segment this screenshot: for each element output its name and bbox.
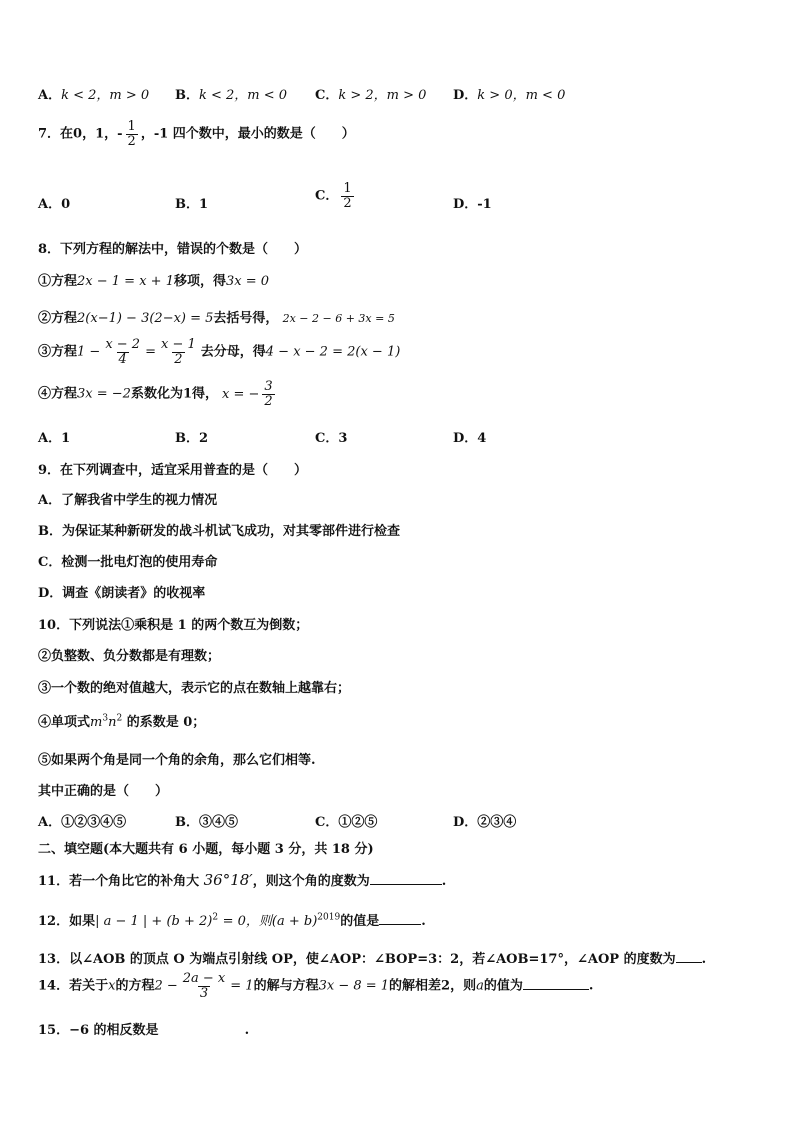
q9-option-d: D．调查《朗读者》的收视率 bbox=[38, 586, 206, 601]
q7-option-d: D．-1 bbox=[453, 197, 492, 212]
q7-option-c: C． $\frac{1}{2}$ bbox=[315, 181, 352, 211]
q8-item-4: ④方程3x = −2系数化为1得， x = − $\frac{3}{2}$ bbox=[38, 379, 273, 409]
q6-option-d: D．k > 0，m < 0 bbox=[453, 88, 566, 103]
q7-stem: 7．在0，1，- $\frac{1}{2}$ ，-1 四个数中，最小的数是（ ） bbox=[38, 119, 355, 149]
q8-item-2: ②方程2(x−1) − 3(2−x) = 5去括号得， 2x − 2 − 6 + 3x = 5 bbox=[38, 311, 395, 326]
q10-statement-1: 10．下列说法①乘积是 1 的两个数互为倒数； bbox=[38, 618, 309, 633]
q10-stem: 其中正确的是（ ） bbox=[38, 784, 169, 799]
q7-option-a: A．0 bbox=[38, 197, 71, 212]
q9-option-a: A．了解我省中学生的视力情况 bbox=[38, 493, 218, 508]
q8-stem: 8．下列方程的解法中，错误的个数是（ ） bbox=[38, 242, 308, 257]
q11-answer-blank[interactable] bbox=[370, 884, 442, 885]
q8-item-3: ③方程1 − $\frac{x - 2}{4}$ = $\frac{x - 1}{2}$ 去分母，得4 − x − 2 = 2(x − 1) bbox=[38, 337, 401, 367]
q8-item-1: ①方程2x − 1 = x + 1移项，得3x = 0 bbox=[38, 274, 270, 289]
q12-answer-blank[interactable] bbox=[379, 924, 421, 925]
q8-option-d: D．4 bbox=[453, 431, 487, 446]
q9-option-c: C．检测一批电灯泡的使用寿命 bbox=[38, 555, 218, 570]
q7-option-b: B．1 bbox=[175, 197, 209, 212]
q10-statement-5: ⑤如果两个角是同一个角的余角，那么它们相等. bbox=[38, 753, 316, 768]
q10-option-c: C．①②⑤ bbox=[315, 815, 378, 830]
q13: 13．以∠AOB 的顶点 O 为端点引射线 OP，使∠AOP：∠BOP=3：2，若∠AOB=17°，∠AOP 的度数为 . bbox=[38, 952, 707, 967]
q14-answer-blank[interactable] bbox=[523, 989, 589, 990]
q14: 14．若关于x的方程2 − $\frac{2a - x}{3}$ = 1的解与方程3x − 8 = 1的解相差2，则a的值为 . bbox=[38, 971, 594, 1001]
q8-option-c: C．3 bbox=[315, 431, 348, 446]
q12: 12．如果| a − 1 | + $(b + 2)^2 = 0$，则$(a + b)^{2019}$的值是 . bbox=[38, 912, 426, 929]
q10-option-a: A．①②③④⑤ bbox=[38, 815, 127, 830]
q10-statement-4: ④单项式$m^3n^2$ 的系数是 0； bbox=[38, 713, 206, 730]
q6-option-a: A．k < 2，m > 0 bbox=[38, 88, 150, 103]
section-2-heading: 二、填空题(本大题共有 6 小题，每小题 3 分，共 18 分) bbox=[38, 842, 374, 857]
q10-statement-2: ②负整数、负分数都是有理数； bbox=[38, 649, 221, 664]
q11: 11．若一个角比它的补角大 36°18′，则这个角的度数为 . bbox=[38, 871, 447, 889]
q10-option-d: D．②③④ bbox=[453, 815, 517, 830]
q15: 15．−6 的相反数是 . bbox=[38, 1023, 250, 1038]
q6-option-c: C．k > 2，m > 0 bbox=[315, 88, 427, 103]
q8-option-a: A．1 bbox=[38, 431, 71, 446]
q10-statement-3: ③一个数的绝对值越大，表示它的点在数轴上越靠右； bbox=[38, 681, 351, 696]
q10-option-b: B．③④⑤ bbox=[175, 815, 238, 830]
q8-option-b: B．2 bbox=[175, 431, 209, 446]
q13-answer-blank[interactable] bbox=[676, 962, 702, 963]
q6-option-b: B．k < 2，m < 0 bbox=[175, 88, 288, 103]
q9-option-b: B．为保证某种新研发的战斗机试飞成功，对其零部件进行检查 bbox=[38, 524, 400, 539]
q9-stem: 9．在下列调查中，适宜采用普查的是（ ） bbox=[38, 463, 308, 478]
